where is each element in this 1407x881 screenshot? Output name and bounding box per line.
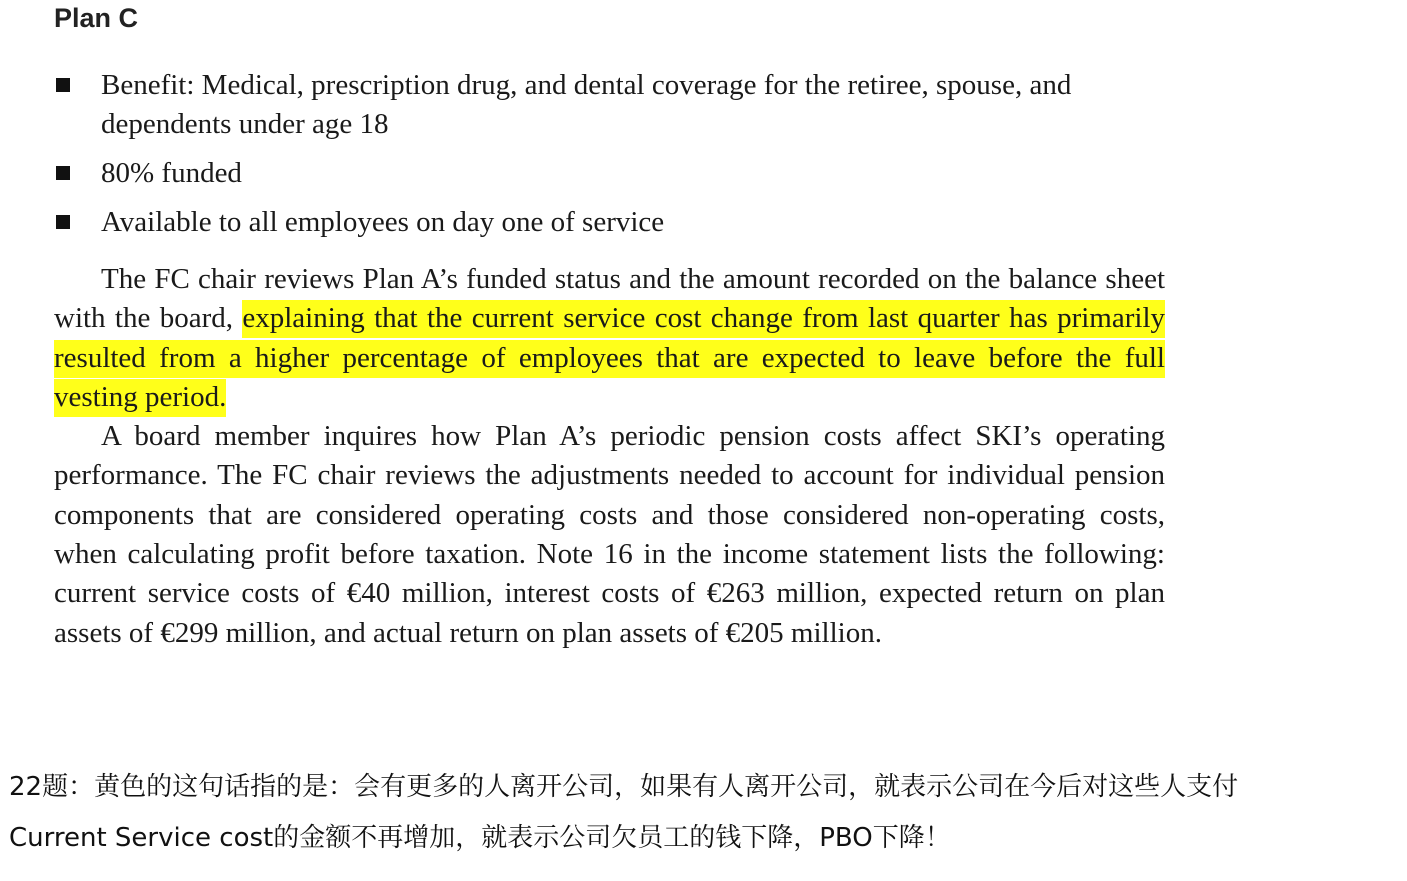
funded-text: 80% funded <box>101 157 242 189</box>
square-bullet-icon <box>56 215 70 229</box>
plan-heading: Plan C <box>54 3 139 33</box>
benefit-text: Benefit: Medical, prescription drug, and dental coverage for the retiree, spouse, and dependents under age 18 <box>101 69 1072 140</box>
annotation-note <box>9 762 1404 864</box>
plan-feature-list <box>54 66 1169 252</box>
list-item <box>54 154 1169 193</box>
paragraph-pension-costs: A board member inquires how Plan A’s periodic pension costs affect SKI’s operating performance. The FC chair reviews the adjustments needed to account for individual pension components that are considered operating costs and those considered non-operating costs, when calculating profit before taxation. Note 16 in the income statement lists the following: current service costs of €40 million, interest costs of €263 million, expected return on plan assets of €299 million, and actual return on plan assets of €205 million. <box>54 420 1165 649</box>
list-item <box>54 203 1169 242</box>
note-line-1: 22题：黄色的这句话指的是：会有更多的人离开公司，如果有人离开公司，就表示公司在今后对这些人支付 <box>9 772 1239 802</box>
square-bullet-icon <box>56 166 70 180</box>
highlighted-sentence: explaining that the current service cost change from last quarter has primarily resulted from a higher percentage of employees that are expected to leave before the full vesting period. <box>54 300 1165 417</box>
list-item <box>54 66 1169 144</box>
paragraph-funded-status <box>54 260 1165 417</box>
square-bullet-icon <box>56 78 70 92</box>
body-text <box>54 260 1165 653</box>
paragraph-text: The FC chair reviews Plan A’s funded status and the amount recorded on the balance sheet with the board, <box>54 263 1165 335</box>
availability-text: Available to all employees on day one of service <box>101 206 665 238</box>
note-line-2: Current Service cost的金额不再增加，就表示公司欠员工的钱下降，PBO下降！ <box>9 823 951 853</box>
